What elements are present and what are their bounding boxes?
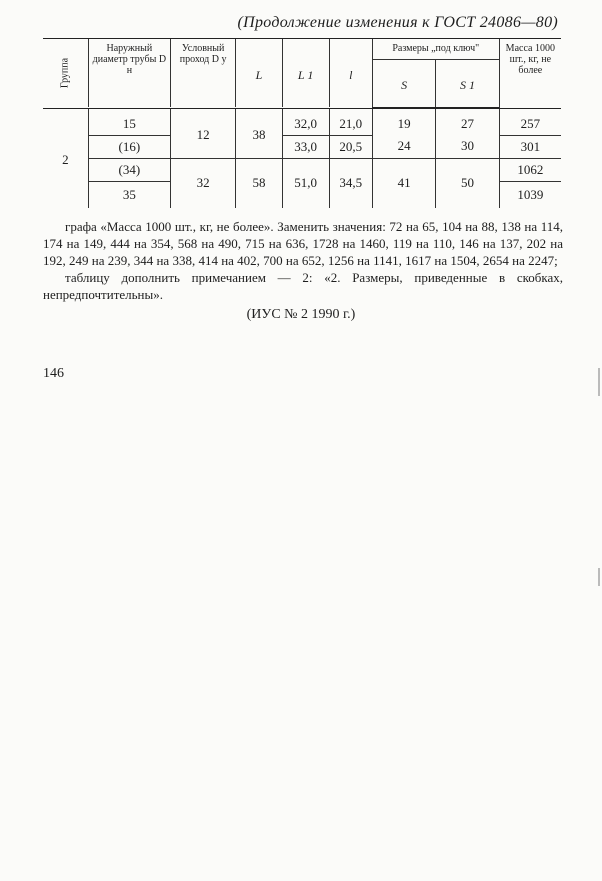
col-S-header: S [372,60,435,107]
col-S1-header: S 1 [436,60,499,107]
cell-L1: 33,0 [282,135,329,158]
cell-l: 34,5 [329,158,372,208]
page-header: (Продолжение изменения к ГОСТ 24086—80) [237,14,558,31]
cell-mass: 1062 [499,158,561,181]
cell-L: 38 [236,113,282,159]
cell-outer-diameter: (34) [88,158,170,181]
page-number: 146 [43,366,64,381]
cell-l: 20,5 [329,135,372,158]
cell-S: 41 [372,158,435,208]
col-l-header: l [329,39,372,108]
col-mass-header: Масса 1000 шт., кг, не более [499,39,561,108]
ius-reference: (ИУС № 2 1990 г.) [246,307,356,322]
cell-outer-diameter: 35 [88,181,170,208]
dimensions-table [43,38,561,208]
cell-l: 21,0 [329,113,372,136]
wrench-sizes-header: Размеры „под ключ" [372,39,499,60]
col-L1-header: L 1 [282,39,329,108]
scan-edge-mark [598,568,600,586]
paragraph-note: таблицу дополнить примечанием — 2: «2. Размеры, приведенные в скобках, непредпочтительны». [43,270,563,302]
group-cell: 2 [62,152,69,167]
table-row [43,158,561,181]
col-outer-diameter-header: Наружный диаметр трубы D н [88,39,170,108]
col-group-header: Группа [43,39,88,108]
cell-outer-diameter: 15 [88,113,170,136]
cell-S1: 27 [436,113,499,136]
cell-S: 24 [372,135,435,158]
paragraph-mass-column: графа «Масса 1000 шт., кг, не более». Заменить значения: 72 на 65, 104 на 88, 138 на 114, 174 на 149, 444 на 354, 568 на 490, 715 на 636, 1728 на 1460, 119 на 110, 146 на 137, 202 на 192, 249 на 239, 344 на 338, 414 на 402, 700 на 652, 1256 на 1141, 1617 на 1504, 2654 на 2247; [43,219,563,268]
cell-S1: 30 [436,135,499,158]
cell-nominal-bore: 32 [170,158,235,208]
table-row [43,135,561,158]
cell-L: 58 [236,158,282,208]
cell-S: 19 [372,113,435,136]
cell-nominal-bore: 12 [170,113,235,159]
cell-L1: 32,0 [282,113,329,136]
cell-outer-diameter: (16) [88,135,170,158]
table-row [43,113,561,136]
col-nominal-bore-header: Условный проход D у [170,39,235,108]
cell-S1: 50 [436,158,499,208]
col-L-header: L [236,39,282,108]
cell-mass: 301 [499,135,561,158]
scan-edge-mark [598,368,600,396]
cell-mass: 257 [499,113,561,136]
cell-L1: 51,0 [282,158,329,208]
cell-mass: 1039 [499,181,561,208]
